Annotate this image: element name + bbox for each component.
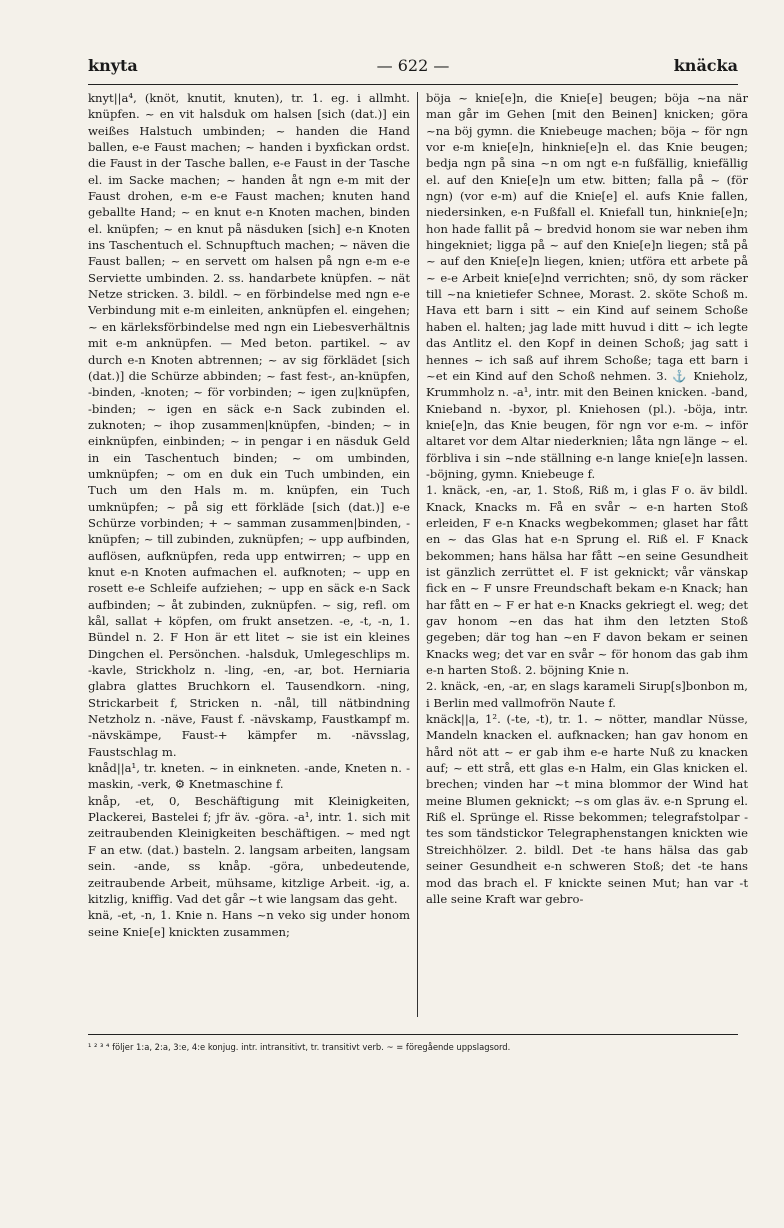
- footer-rule: [88, 1034, 738, 1035]
- entry-kna-continued: böja ~ knie[e]n, die Knie[e] beugen; böja ~na när man går im Gehen [mit den Beinen] knicken; göra ~na böj gymn. die Kniebeuge machen; böja ~ för ngn vor e-m knie[e]n, hinknie[e]n el. das Knie beugen; bedja ngn på sina ~n om ngt e-n fußfällig, kniefällig el. auf den Knie[e]n um etw. bitten; falla på ~ (för ngn) (vor e-m) auf die Knie[e] el. aufs Knie fallen, niedersinken, e-n Fußfall el. Kniefall tun, hinknie[e]n; hon hade fallit på ~ bredvid honom sie war neben ihm hingekniet; ligga på ~ auf den Knie[e]n liegen; stå på ~ auf den Knie[e]n liegen, knien; utföra ett arbete på ~ e-e Arbeit knie[e]nd verrichten; snö, dy som räcker till ~na knietiefer Schnee, Morast. 2. sköte Schoß m. Hava ett barn i sitt ~ ein Kind auf seinem Schoße haben el. halten; jag lade mitt huvud i ditt ~ ich legte das Antlitz el. den Kopf in deinen Schoß; jag satt i hennes ~ ich saß auf ihrem Schoße; taga ett barn i ~et ein Kind auf den Schoß nehmen. 3. ⚓ Knieholz, Krummholz n. -a¹, intr. mit den Beinen knicken. -band, Knieband n. -byxor, pl. Kniehosen (pl.). -böja, intr. knie[e]n, das Knie beugen, för ngn vor e-m. ~ inför altaret vor dem Altar niederknien; låta ngn länge ~ el. förbliva i sin ~nde ställning e-n lange knie[e]n lassen. -böjning, gymn. Kniebeuge f.: [426, 91, 748, 481]
- entry-knacka: knäck||a, 1². (-te, -t), tr. 1. ~ nötter, mandlar Nüsse, Mandeln knacken el. aufknacken; han gav honom en hård nöt att ~ er gab ihm e-e harte Nuß zu knacken auf; ~ ett strå, ett glas e-n Halm, ein Glas knicken el. brechen; vinden har ~t mina blommor der Wind hat meine Blumen geknickt; ~s om glas äv. e-n Sprung el. Riß el. Sprünge el. Risse bekommen; telegrafstolpar -tes som tändstickor Telegraphenstangen knickten wie Streichhölzer. 2. bildl. Det -te hans hälsa das gab seiner Gesundheit e-n schweren Stoß; det -te hans mod das brach el. F knickte seinen Mut; han var -t alle seine Kraft war gebro-: [426, 712, 748, 906]
- entry-knack-1: 1. knäck, -en, -ar, 1. Stoß, Riß m, i glas F o. äv bildl. Knack, Knacks m. Få en svår ~ e-n harten Stoß erleiden, F e-n Knacks wegbekommen; glaset har fått en ~ das Glas hat e-n Sprung el. Riß el. F Knack bekommen; hans hälsa har fått ~en seine Gesundheit ist gänzlich zerrüttet el. F ist geknickt; vår vänskap fick en ~ F unsre Freundschaft bekam e-n Knack; han har fått en ~ F er hat e-n Knacks gekriegt el. weg; det gav honom ~en das hat ihm den letzten Stoß gegeben; där tog han ~en F davon bekam er seinen Knacks weg; det var en svår ~ för honom das gab ihm e-n harten Stoß. 2. böjning Knie n.: [426, 483, 748, 678]
- footnote-legend: ¹ ² ³ ⁴ följer 1:a, 2:a, 3:e, 4:e konjug. intr. intransitivt, tr. transitivt verb. ~ = föregående uppslagsord.: [88, 1042, 511, 1052]
- header-left-guideword: knyta: [88, 56, 138, 75]
- left-column: [88, 90, 410, 1030]
- entry-knada: knåd||a¹, tr. kneten. ~ in einkneten. -ande, Kneten n. -maskin, -verk, ⚙ Knetmaschine f.: [88, 761, 410, 792]
- entry-kna: knä, -et, -n, 1. Knie n. Hans ~n veko sig under honom seine Knie[e] knickten zusammen;: [88, 908, 410, 939]
- right-column: [426, 90, 748, 1030]
- page-number: — 622 —: [376, 56, 450, 75]
- entry-knap: knåp, -et, 0, Beschäftigung mit Kleinigkeiten, Plackerei, Bastelei f; jfr äv. -göra. -a¹, intr. 1. sich mit zeitraubenden Kleinigkeiten beschäftigen. ~ med ngt F an etw. (dat.) basteln. 2. langsam arbeiten, langsam sein. -ande, ss knåp. -göra, unbedeutende, zeitraubende Arbeit, mühsame, kitzlige Arbeit. -ig, a. kitzlig, kniffig. Vad det går ~t wie langsam das geht.: [88, 793, 410, 906]
- entry-knyta: knyt||a⁴, (knöt, knutit, knuten), tr. 1. eg. i allmht. knüpfen. ~ en vit halsduk om halsen [sich (dat.)] ein weißes Halstuch umbinden; ~ handen die Hand ballen, e-e Faust machen; ~ handen i byxfickan ordst. die Faust in der Tasche ballen, e-e Faust in der Tasche el. im Sacke machen; ~ handen åt ngn e-m mit der Faust drohen, e-m e-e Faust machen; knuten hand geballte Hand; ~ en knut e-n Knoten machen, binden el. knüpfen; ~ en knut på näsduken [sich] e-n Knoten ins Taschentuch el. Schnupftuch machen; ~ näven die Faust ballen; ~ en servett om halsen på ngn e-m e-e Serviette umbinden. 2. ss. handarbete knüpfen. ~ nät Netze stricken. 3. bildl. ~ en förbindelse med ngn e-e Verbindung mit e-m einleiten, anknüpfen el. eingehen; ~ en kärleksförbindelse med ngn ein Liebesverhältnis mit e-m anknüpfen. — Med beton. partikel. ~ av durch e-n Knoten abtrennen; ~ av sig förklädet [sich (dat.)] die Schürze abbinden; ~ fast fest-, an-knüpfen, -binden, -knoten; ~ för vorbinden; ~ igen zu|knüpfen, -binden; ~ igen en säck e-n Sack zubinden el. zuknoten; ~ ihop zusammen|knüpfen, -binden; ~ in einknüpfen, einbinden; ~ in pengar i en näsduk Geld in ein Taschentuch binden; ~ om umbinden, umknüpfen; ~ om en duk ein Tuch umbinden, ein Tuch um den Hals m. m. knüpfen, ein Tuch umknüpfen; ~ på sig ett förkläde [sich (dat.)] e-e Schürze vorbinden; + ~ samman zusammen|binden, -knüpfen; ~ till zubinden, zuknüpfen; ~ upp aufbinden, auflösen, aufknüpfen, reda upp entwirren; ~ upp en knut e-n Knoten aufmachen el. aufknoten; ~ upp en rosett e-e Schleife aufziehen; ~ upp en säck e-n Sack aufbinden; ~ åt zubinden, zuknüpfen. ~ sig, refl. om kål, sallat + köpfen, om frukt ansetzen. -e, -t, -n, 1. Bündel n. 2. F Hon är ett litet ~ sie ist ein kleines Dingchen el. Persönchen. -halsduk, Umlegeschlips m. -kavle, Strickholz n. -ling, -en, -ar, bot. Herniaria glabra glattes Bruchkorn el. Tausendkorn. -ning, Strickarbeit f, Stricken n. -nål, till nätbindning Netzholz n. -näve, Faust f. -nävskamp, Faustkampf m. -nävskämpe, Faust-+ kämpfer m. -nävsslag, Faustschlag m.: [88, 91, 410, 759]
- header-right-guideword: knäcka: [673, 56, 738, 75]
- header-rule: [88, 84, 738, 85]
- page-header: [88, 52, 738, 82]
- column-divider: [417, 92, 418, 1017]
- entry-knack-2: 2. knäck, -en, -ar, en slags karameli Sirup[s]bonbon m, i Berlin med vallmofrön Naute f.: [426, 679, 748, 710]
